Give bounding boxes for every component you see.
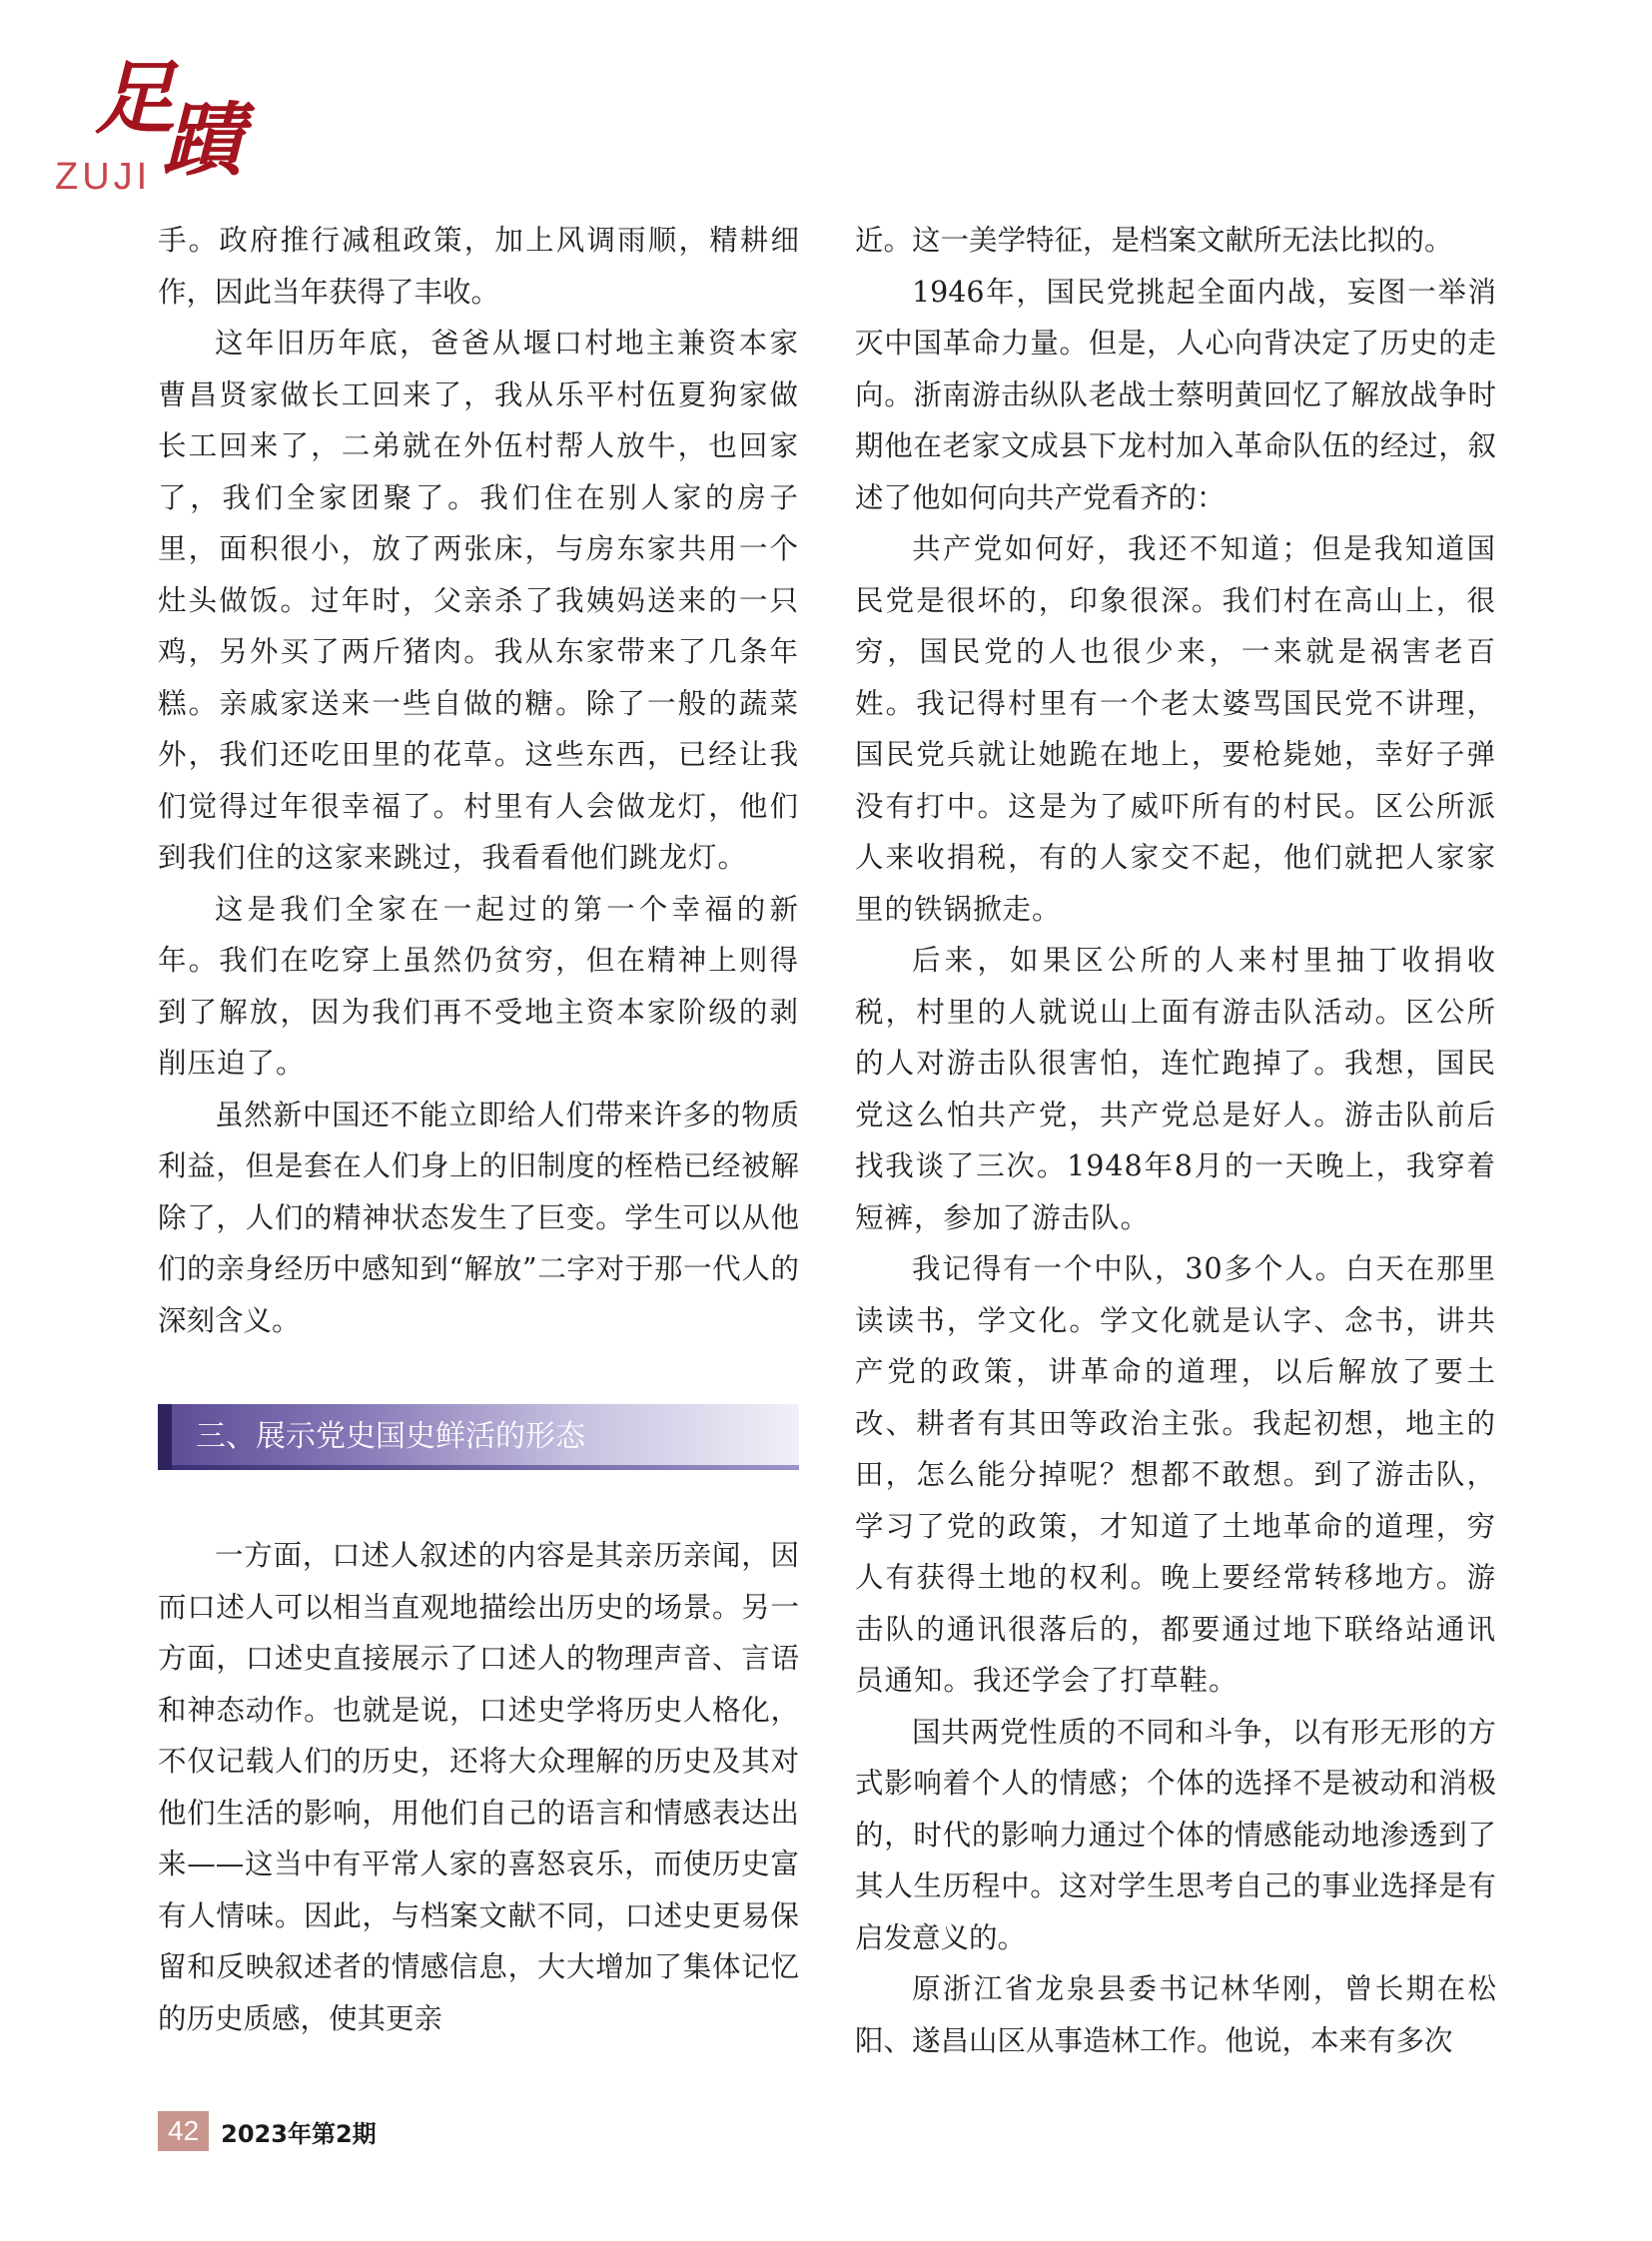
paragraph: 手。政府推行减租政策，加上风调雨顺，精耕细作，因此当年获得了丰收。 [158,224,799,309]
paragraph: 后来，如果区公所的人来村里抽丁收捐收税，村里的人就说山上面有游击队活动。区公所的人对游击队很害怕，连忙跑掉了。我想，国民党这么怕共产党，共产党总是好人。游击队前后找我谈了三次。1948年8月的一天晚上，我穿着短裤，参加了游击队。 [855,944,1496,1234]
paragraph: 国共两党性质的不同和斗争，以有形无形的方式影响着个人的情感；个体的选择不是被动和消极的，时代的影响力通过个体的情感能动地渗透到了其人生历程中。这对学生思考自己的事业选择是有启发意义的。 [855,1715,1496,1954]
logo-char-zu: 足 [95,51,175,145]
paragraph: 一方面，口述人叙述的内容是其亲历亲闻，因而口述人可以相当直观地描绘出历史的场景。另一方面，口述史直接展示了口述人的物理声音、言语和神态动作。也就是说，口述史学将历史人格化，不仅记载人们的历史，还将大众理解的历史及其对他们生活的影响，用他们自己的语言和情感表达出来——这当中有平常人家的喜怒哀乐，而使历史富有人情味。因此，与档案文献不同，口述史更易保留和反映叙述者的情感信息，大大增加了集体记忆的历史质感，使其更亲 [158,1539,799,2035]
paragraph: 1946年，国民党挑起全面内战，妄图一举消灭中国革命力量。但是，人心向背决定了历史的走向。浙南游击纵队老战士蔡明黄回忆了解放战争时期他在老家文成县下龙村加入革命队伍的经过，叙述了他如何向共产党看齐的： [855,275,1496,514]
paragraph: 这年旧历年底，爸爸从堰口村地主兼资本家曹昌贤家做长工回来了，我从乐平村伍夏狗家做长工回来了，二弟就在外伍村帮人放牛，也回家了，我们全家团聚了。我们住在别人家的房子里，面积很小，放了两张床，与房东家共用一个灶头做饭。过年时，父亲杀了我姨妈送来的一只鸡，另外买了两斤猪肉。我从东家带来了几条年糕。亲戚家送来一些自做的糖。除了一般的蔬菜外，我们还吃田里的花草。这些东西，已经让我们觉得过年很幸福了。村里有人会做龙灯，他们到我们住的这家来跳过，我看看他们跳龙灯。 [158,327,799,874]
page-number: 42 [158,2111,209,2151]
paragraph: 我记得有一个中队，30多个人。白天在那里读读书，学文化。学文化就是认字、念书，讲共产党的政策，讲革命的道理，以后解放了要土改、耕者有其田等政治主张。我起初想，地主的田，怎么能分掉呢？想都不敢想。到了游击队，学习了党的政策，才知道了土地革命的道理，穷人有获得土地的权利。晚上要经常转移地方。游击队的通讯很落后的，都要通过地下联络站通讯员通知。我还学会了打草鞋。 [855,1252,1496,1697]
paragraph: 这是我们全家在一起过的第一个幸福的新年。我们在吃穿上虽然仍贫穷，但在精神上则得到了解放，因为我们再不受地主资本家阶级的剥削压迫了。 [158,892,799,1080]
paragraph: 原浙江省龙泉县委书记林华刚，曾长期在松阳、遂昌山区从事造林工作。他说，本来有多次 [855,1972,1496,2057]
left-column [158,215,799,2044]
paragraph: 虽然新中国还不能立即给人们带来许多的物质利益，但是套在人们身上的旧制度的桎梏已经被解除了，人们的精神状态发生了巨变。学生可以从他们的亲身经历中感知到“解放”二字对于那一代人的深刻含义。 [158,1098,799,1337]
section-title: 三、展示党史国史鲜活的形态 [196,1419,585,1455]
page-footer [158,2111,377,2151]
section-heading [158,1404,799,1470]
paragraph: 近。这一美学特征，是档案文献所无法比拟的。 [855,224,1453,257]
issue-label: 2023年第2期 [221,2119,377,2148]
paragraph: 共产党如何好，我还不知道；但是我知道国民党是很坏的，印象很深。我们村在高山上，很穷，国民党的人也很少来，一来就是祸害老百姓。我记得村里有一个老太婆骂国民党不讲理，国民党兵就让她跪在地上，要枪毙她，幸好子弹没有打中。这是为了威吓所有的村民。区公所派人来收捐税，有的人家交不起，他们就把人家家里的铁锅掀走。 [855,532,1496,926]
logo-char-ji: 蹟 [163,93,243,187]
logo-latin: ZUJI [55,156,152,198]
right-column [855,215,1496,2066]
magazine-logo [55,51,245,198]
